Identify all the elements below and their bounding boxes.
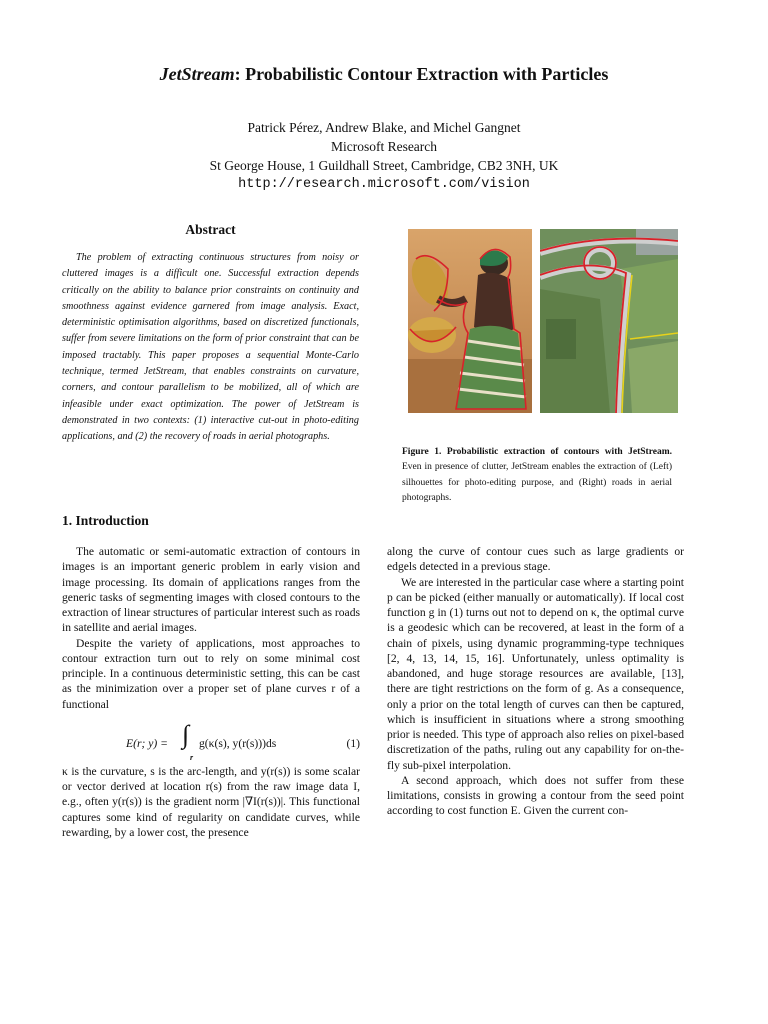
figure-left-photo: [408, 229, 532, 413]
equation-lhs: E(r; y) =: [126, 736, 168, 750]
authors: Patrick Pérez, Andrew Blake, and Michel Gangnet: [247, 120, 521, 135]
intro-paragraph-3: κ is the curvature, s is the arc-length, and y(r(s)) is some scalar or vector derived at location r(s) from the raw image data I, e.g., often y(r(s)) is the gradient norm |∇I(r(s))|. This functional captures some kind of regularity on candidate curves, while rewarding, by a lower cost, the presence: [62, 764, 360, 839]
affiliation: Microsoft Research: [330, 139, 438, 154]
abstract-text: The problem of extracting continuous structures from noisy or cluttered images is a difficult one. Successful extraction depends critically on the ability to balance prior constraints on continuity and smoothness against evidence garnered from image analysis. Exact, deterministic optimisation algorithms, based on discretized functionals, suffer from severe limitations on the form of prior constraint that can be imposed tractably. This paper proposes a sequential Monte-Carlo technique, termed JetStream, that enables constraints on curvature, corners, and contour parallelism to be mobilized, all of which are infeasible under exact optimization. The power of JetStream is demonstrated in two contexts: (1) interactive cut-out in photo-editing applications, and (2) the recovery of roads in aerial photographs.: [62, 252, 359, 443]
url-link[interactable]: http://research.microsoft.com/vision: [238, 177, 530, 192]
intro-paragraph-1: The automatic or semi-automatic extraction of contours in images is an important generic problem in early vision and image processing. Its domain of applications ranges from the generic tasks of segmenting images with closed contours to the extraction of linear structures of particular interest such as roads in satellite and aerial images.: [62, 545, 360, 635]
figure-caption-text: Even in presence of clutter, JetStream enables the extraction of (Left) silhouettes for photo-editing purpose, and (Right) roads in aerial photographs.: [402, 462, 672, 503]
body-column-right: [387, 544, 684, 819]
intro-paragraph-6: A second approach, which does not suffer from these limitations, consists in growing a contour from the seed point according to cost function E. Given the current con-: [387, 773, 684, 818]
equation-1: [62, 716, 360, 762]
integral-symbol: ∫: [182, 719, 190, 749]
equation-subscript: r: [190, 752, 194, 762]
body-column-left: [62, 544, 360, 840]
intro-paragraph-2: Despite the variety of applications, most approaches to contour extraction turn out to rely on some minimal cost principle. In a continuous deterministic setting, this can be cast as the minimization over a proper set of plane curves r of a functional: [62, 636, 360, 711]
figure-right-aerial: [540, 229, 678, 413]
paper-title-rest: : Probabilistic Contour Extraction with Particles: [234, 64, 609, 84]
abstract-section: [62, 222, 359, 446]
equation-number: (1): [346, 736, 360, 750]
address: St George House, 1 Guildhall Street, Cambridge, CB2 3NH, UK: [209, 158, 559, 173]
figure-caption-label: Figure 1. Probabilistic extraction of contours with JetStream.: [402, 447, 672, 457]
figure-caption: [402, 445, 672, 506]
equation-rhs: g(κ(s), y(r(s)))ds: [199, 736, 277, 750]
author-block: [0, 118, 768, 194]
abstract-heading: Abstract: [185, 222, 236, 237]
paper-title: [0, 64, 768, 85]
section-heading: 1. Introduction: [62, 513, 149, 528]
figure-1: [408, 229, 678, 413]
intro-paragraph-5: We are interested in the particular case where a starting point p can be picked (either manually or automatically). If local cost function g in (1) turns out not to depend on κ, the optimal curve is a geodesic which can be recovered, at least in the form of a chain of pixels, using dynamic programming-type techniques [2, 4, 13, 14, 15, 16]. Unfortunately, unless optimality is abandoned, and huge storage resources are available, [13], there are tight restrictions on the form of g. As a consequence, only a prior on the total length of curves can then be captured, which is insufficient in situations where a strong smoothing prior is needed. This type of approach also relies on pixel-based discretization of the paths, ruling out any capability for on-the-fly sub-pixel interpolation.: [387, 575, 684, 772]
intro-paragraph-4: along the curve of contour cues such as large gradients or edgels detected in a previous stage.: [387, 545, 684, 574]
paper-title-italic: JetStream: [159, 64, 235, 84]
